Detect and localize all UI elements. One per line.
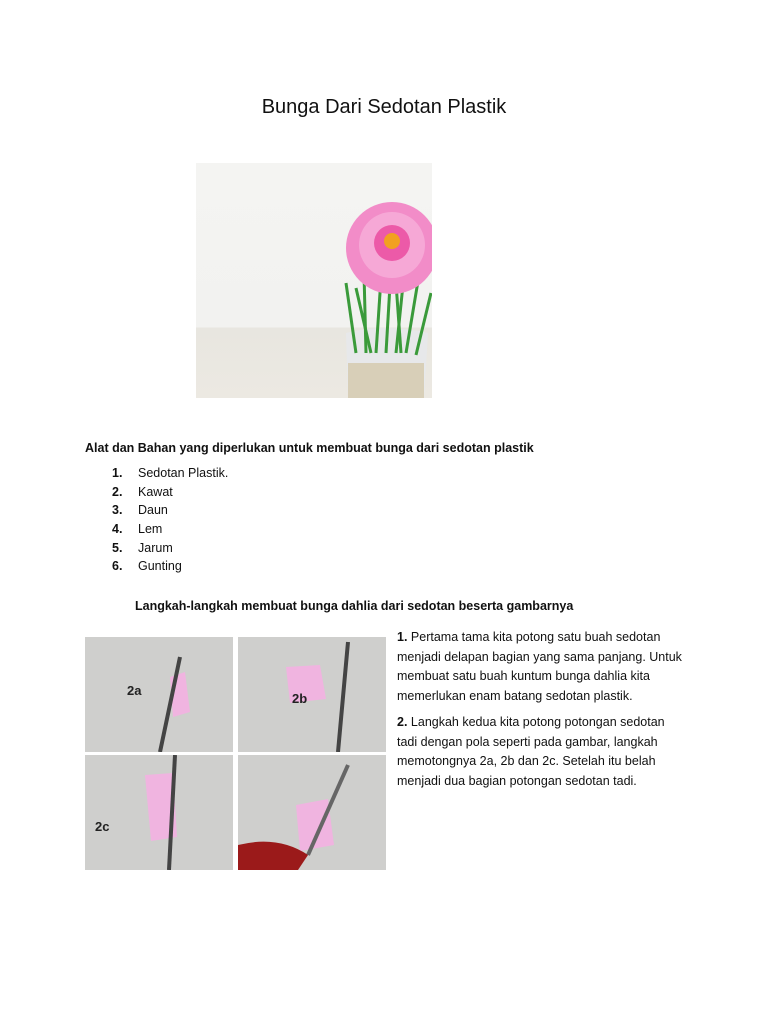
list-number: 4.: [112, 522, 123, 537]
list-label: Gunting: [138, 559, 182, 574]
list-number: 5.: [112, 540, 123, 555]
step-photo-2b: [238, 637, 386, 752]
step-2: [397, 713, 687, 791]
page-title: Bunga Dari Sedotan Plastik: [261, 96, 507, 118]
step-text: Pertama tama kita potong satu buah sedotan menjadi delapan bagian yang sama panjang. Untuk membuat satu buah kuntum bunga dahlia kita memerlukan enam batang sedotan plastik.: [397, 630, 682, 703]
steps-heading: Langkah-langkah membuat bunga dahlia dari sedotan beserta gambarnya: [135, 599, 574, 613]
step-number: 2.: [397, 715, 408, 729]
step-photo-2c: [85, 755, 233, 870]
step-1: [397, 628, 687, 706]
list-item: [112, 485, 228, 504]
photo-label: 2a: [127, 683, 142, 698]
step-photo-cut: [238, 755, 386, 870]
list-item: [112, 503, 228, 522]
materials-heading: Alat dan Bahan yang diperlukan untuk membuat bunga dari sedotan plastik: [85, 441, 534, 455]
list-number: 6.: [112, 559, 123, 574]
list-number: 2.: [112, 484, 123, 499]
step-photo-2a: [85, 637, 233, 752]
list-item: [112, 541, 228, 560]
step-number: 1.: [397, 630, 408, 644]
step-text: Langkah kedua kita potong potongan sedotan tadi dengan pola seperti pada gambar, langkah memotongnya 2a, 2b dan 2c. Setelah itu belah menjadi dua bagian potongan sedotan tadi.: [397, 715, 665, 788]
materials-list: [112, 466, 228, 578]
list-label: Jarum: [138, 540, 173, 555]
photo-label: 2b: [292, 691, 308, 706]
dahlia-flower-image: [196, 163, 432, 398]
list-label: Sedotan Plastik.: [138, 466, 229, 480]
list-number: 1.: [112, 466, 123, 480]
flower-photo: [196, 163, 432, 398]
list-item: [112, 522, 228, 541]
list-label: Kawat: [138, 484, 173, 499]
list-label: Daun: [138, 503, 168, 518]
list-number: 3.: [112, 503, 123, 518]
photo-label: 2c: [95, 819, 110, 834]
list-item: [112, 466, 228, 485]
list-label: Lem: [138, 522, 163, 537]
list-item: [112, 559, 228, 578]
